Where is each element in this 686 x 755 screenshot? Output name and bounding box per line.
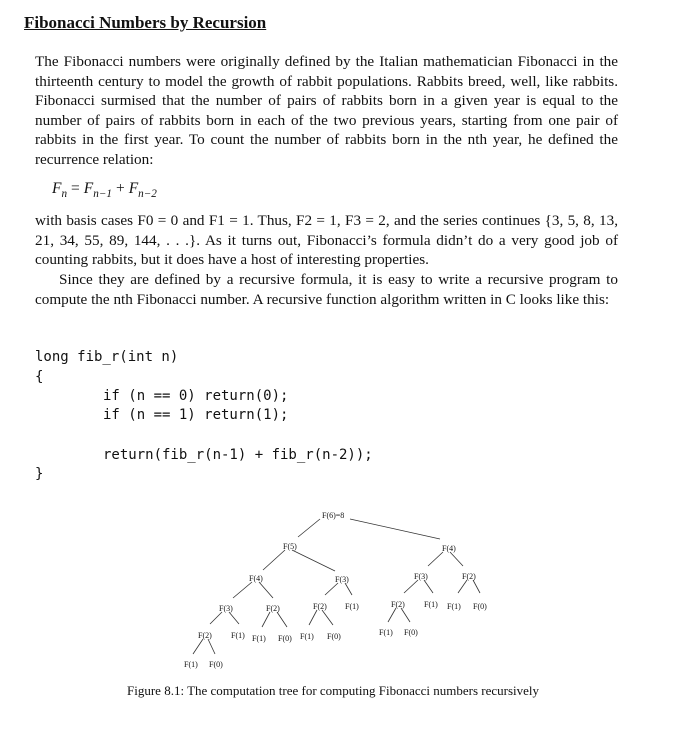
tree-node: F(2) [462,572,476,581]
tree-edge [404,580,418,593]
computation-tree [0,500,686,680]
figure-caption: Figure 8.1: The computation tree for computing Fibonacci numbers recursively [127,683,540,698]
tree-edge [350,519,440,539]
tree-node: F(1) [184,660,198,669]
tree-edge [233,582,252,598]
tree-node: F(3) [219,604,233,613]
tree-node-root: F(6)=8 [322,511,345,520]
tree-node: F(0) [278,634,292,643]
code-line-5: return(fib_r(n-1) + fib_r(n-2)); [103,447,373,463]
tree-node: F(0) [404,628,418,637]
tree-edge [424,580,433,593]
tree-node: F(1) [231,631,245,640]
tree-node: F(0) [209,660,223,669]
tree-edge [325,583,338,595]
tree-edge [263,550,285,570]
tree-node: F(2) [313,602,327,611]
tree-edge [473,580,480,593]
tree-edge [262,612,270,627]
tree-node: F(2) [266,604,280,613]
tree-edge [259,582,273,598]
tree-node: F(1) [424,600,438,609]
code-line-4: if (n == 1) return(1); [103,407,289,423]
tree-edge [345,583,352,595]
tree-node: F(1) [379,628,393,637]
recurrence-equation: $F_n = F_{n-1} + F_{n-2}$ [52,180,157,201]
code-line-6: } [35,466,44,482]
intro-paragraph: The Fibonacci numbers were originally defined by the Italian mathematician Fibonacci in the thirteenth century to model the growth of rabbit populations. Rabbits breed, well, like rabbits. Fibonacci surmised that the number of pairs of rabbits born in a given year is equal to the number of pairs of rabbits born in each of the two previous years, starting from one pair of rabbits in the first year. To count the number of rabbits born in the nth year, he defined the recurrence relation: [35,53,618,168]
tree-edge [298,519,320,537]
tree-node: F(3) [414,572,428,581]
tree-edge [322,610,333,625]
tree-node: F(1) [345,602,359,611]
tree-node: F(1) [447,602,461,611]
tree-edge [292,550,335,571]
tree-edge [277,612,287,627]
tree-node: F(5) [283,542,297,551]
tree-edge [208,639,215,654]
tree-node: F(2) [391,600,405,609]
tree-edge [309,610,317,625]
tree-edge [210,612,222,624]
section-title: Fibonacci Numbers by Recursion [24,13,267,32]
tree-node: F(2) [198,631,212,640]
basis-paragraph: with basis cases F0 = 0 and F1 = 1. Thus, F2 = 1, F3 = 2, and the series continues {3, 5, 8, 13, 21, 34, 55, 89, 144, . . .}. As it turns out, Fibonacci’s formula didn’t do a very good job of counting rabbits, but it does have a host of interesting properties. [35,212,618,269]
tree-node: F(4) [249,574,263,583]
tree-node: F(4) [442,544,456,553]
program-paragraph: Since they are defined by a recursive formula, it is easy to write a recursive program to compute the nth Fibonacci number. A recursive function algorithm written in C looks like this: [35,271,618,308]
tree-edge [401,608,410,622]
tree-edge [388,608,396,622]
tree-edge [193,639,203,654]
code-line-1: long fib_r(int n) [35,349,179,365]
tree-edge [428,552,443,566]
tree-node: F(3) [335,575,349,584]
tree-node: F(0) [327,632,341,641]
tree-node: F(1) [252,634,266,643]
tree-node: F(0) [473,602,487,611]
tree-node: F(1) [300,632,314,641]
code-line-3: if (n == 0) return(0); [103,388,289,404]
tree-edge [229,612,239,624]
tree-edge [450,552,463,566]
tree-edge [458,580,467,593]
code-line-2: { [35,369,44,385]
